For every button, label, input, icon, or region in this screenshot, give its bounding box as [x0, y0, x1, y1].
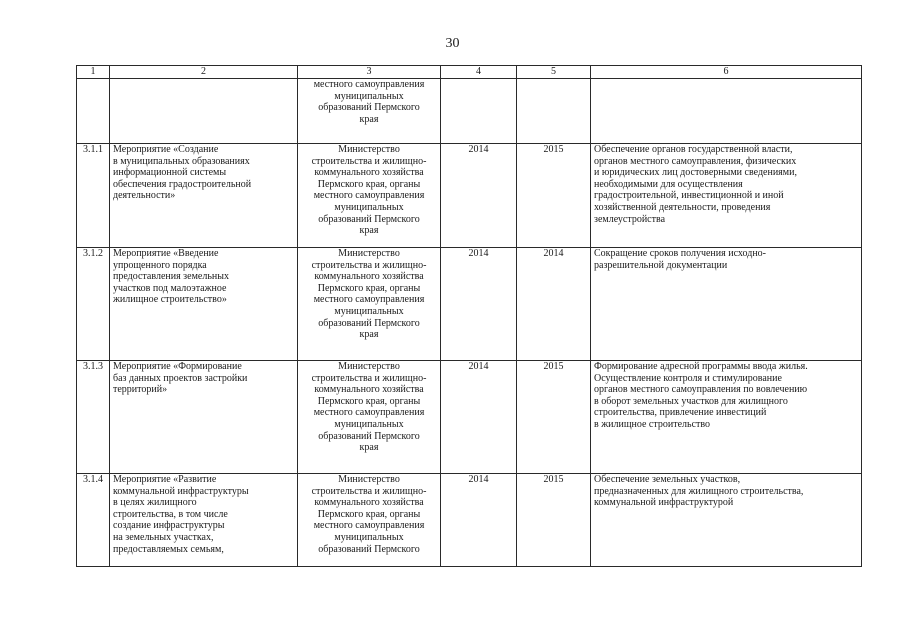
result-line: Формирование адресной программы ввода жилья.	[594, 361, 808, 372]
executor-line: муниципальных	[334, 90, 404, 102]
executor-cell	[298, 144, 441, 248]
result-line: в жилищное строительство	[594, 418, 711, 430]
measure-name-line: в муниципальных образованиях	[113, 155, 250, 167]
measures-table	[76, 65, 862, 567]
row-number-cell	[77, 79, 110, 144]
executor-line: образований Пермского	[318, 543, 420, 555]
result-line: в оборот земельных участков для жилищного	[594, 395, 788, 407]
executor-line: муниципальных	[334, 201, 404, 213]
executor-line: местного самоуправления	[313, 407, 425, 419]
end-year-cell: 2015	[517, 474, 591, 567]
start-year-cell: 2014	[441, 248, 517, 361]
result-line: Сокращение сроков получения исходно-	[594, 248, 766, 259]
executor-line: строительства и жилищно-	[311, 155, 427, 167]
start-year-cell	[441, 79, 517, 144]
executor-line: края	[359, 225, 379, 237]
executor-cell	[298, 248, 441, 361]
result-cell	[591, 144, 862, 248]
result-cell	[591, 248, 862, 361]
measure-name-line: участков под малоэтажное	[113, 282, 227, 294]
table-row	[77, 144, 862, 248]
result-line: органов местного самоуправления по вовлечению	[594, 384, 808, 396]
executor-line: строительства и жилищно-	[311, 372, 427, 384]
executor-line: Пермского края, органы	[317, 395, 421, 407]
table-row	[77, 474, 862, 567]
table-row	[77, 79, 862, 144]
result-line: предназначенных для жилищного строительства,	[594, 485, 804, 497]
executor-line: образований Пермского	[318, 102, 420, 114]
result-cell	[591, 361, 862, 474]
executor-line: строительства и жилищно-	[311, 485, 427, 497]
measure-name-line: предоставляемых семьям,	[113, 543, 224, 555]
measure-name-line: Мероприятие «Формирование	[113, 361, 242, 372]
executor-line: края	[359, 113, 379, 125]
column-number: 3	[298, 66, 441, 79]
result-line: Обеспечение органов государственной власти,	[594, 144, 793, 155]
measure-name-line: на земельных участках,	[113, 531, 214, 543]
column-number: 1	[77, 66, 110, 79]
measure-name-cell	[110, 474, 298, 567]
measure-name-line: информационной системы	[113, 167, 227, 179]
measure-name-line: деятельности»	[113, 190, 176, 202]
executor-line: местного самоуправления	[313, 294, 425, 306]
end-year-cell: 2015	[517, 144, 591, 248]
executor-line: Министерство	[338, 144, 400, 155]
column-number: 4	[441, 66, 517, 79]
result-line: градостроительной, инвестиционной и иной	[594, 190, 784, 202]
executor-line: края	[359, 442, 379, 454]
start-year-cell: 2014	[441, 361, 517, 474]
executor-line: муниципальных	[334, 531, 404, 543]
end-year-cell: 2015	[517, 361, 591, 474]
page-number: 30	[445, 36, 460, 51]
result-line: разрешительной документации	[594, 259, 728, 271]
executor-line: местного самоуправления	[313, 520, 425, 532]
measure-name-line: коммунальной инфраструктуры	[113, 485, 249, 497]
column-number-row	[77, 66, 862, 79]
measure-name-line: Мероприятие «Введение	[113, 248, 219, 259]
executor-line: Министерство	[338, 361, 400, 372]
start-year-cell: 2014	[441, 144, 517, 248]
executor-line: Пермского края, органы	[317, 282, 421, 294]
measure-name-line: территорий»	[113, 384, 168, 396]
executor-line: края	[359, 329, 379, 341]
column-number: 5	[517, 66, 591, 79]
result-line: органов местного самоуправления, физических	[594, 155, 797, 167]
row-number-cell: 3.1.1	[77, 144, 110, 248]
row-number-cell: 3.1.3	[77, 361, 110, 474]
column-number: 6	[591, 66, 862, 79]
measure-name-cell	[110, 79, 298, 144]
result-line: хозяйственной деятельности, проведения	[594, 201, 771, 213]
executor-line: строительства и жилищно-	[311, 259, 427, 271]
end-year-cell: 2014	[517, 248, 591, 361]
result-line: необходимыми для осуществления	[594, 178, 743, 190]
result-line: Обеспечение земельных участков,	[594, 474, 741, 485]
measure-name-cell	[110, 248, 298, 361]
executor-line: Министерство	[338, 248, 400, 259]
executor-line: Пермского края, органы	[317, 178, 421, 190]
measure-name-line: упрощенного порядка	[113, 259, 207, 271]
executor-line: Министерство	[338, 474, 400, 485]
start-year-cell: 2014	[441, 474, 517, 567]
end-year-cell	[517, 79, 591, 144]
row-number-cell: 3.1.4	[77, 474, 110, 567]
executor-line: муниципальных	[334, 305, 404, 317]
executor-cell	[298, 79, 441, 144]
executor-line: образований Пермского	[318, 430, 420, 442]
result-cell	[591, 79, 862, 144]
column-number: 2	[110, 66, 298, 79]
measure-name-line: обеспечения градостроительной	[113, 178, 252, 190]
executor-line: местного самоуправления	[313, 79, 425, 90]
result-cell	[591, 474, 862, 567]
executor-cell	[298, 361, 441, 474]
executor-line: местного самоуправления	[313, 190, 425, 202]
measure-name-line: создание инфраструктуры	[113, 520, 225, 532]
executor-line: образований Пермского	[318, 213, 420, 225]
result-line: Осуществление контроля и стимулирование	[594, 372, 782, 384]
measure-name-line: жилищное строительство»	[113, 294, 227, 306]
executor-line: коммунального хозяйства	[314, 384, 424, 396]
executor-line: образований Пермского	[318, 317, 420, 329]
table-row	[77, 361, 862, 474]
executor-line: Пермского края, органы	[317, 508, 421, 520]
measure-name-line: Мероприятие «Развитие	[113, 474, 217, 485]
result-line: и юридических лиц достоверными сведениями,	[594, 167, 797, 179]
executor-line: коммунального хозяйства	[314, 497, 424, 509]
measure-name-cell	[110, 144, 298, 248]
table-row	[77, 248, 862, 361]
measure-name-line: строительства, в том числе	[113, 508, 228, 520]
result-line: землеустройства	[594, 213, 666, 225]
row-number-cell: 3.1.2	[77, 248, 110, 361]
measure-name-line: баз данных проектов застройки	[113, 372, 248, 384]
executor-line: коммунального хозяйства	[314, 271, 424, 283]
measure-name-cell	[110, 361, 298, 474]
result-line: коммунальной инфраструктурой	[594, 497, 734, 509]
executor-line: коммунального хозяйства	[314, 167, 424, 179]
measure-name-line: предоставления земельных	[113, 271, 229, 283]
measure-name-line: Мероприятие «Создание	[113, 144, 219, 155]
measure-name-line: в целях жилищного	[113, 497, 197, 509]
result-line: строительства, привлечение инвестиций	[594, 407, 767, 419]
executor-cell	[298, 474, 441, 567]
executor-line: муниципальных	[334, 418, 404, 430]
